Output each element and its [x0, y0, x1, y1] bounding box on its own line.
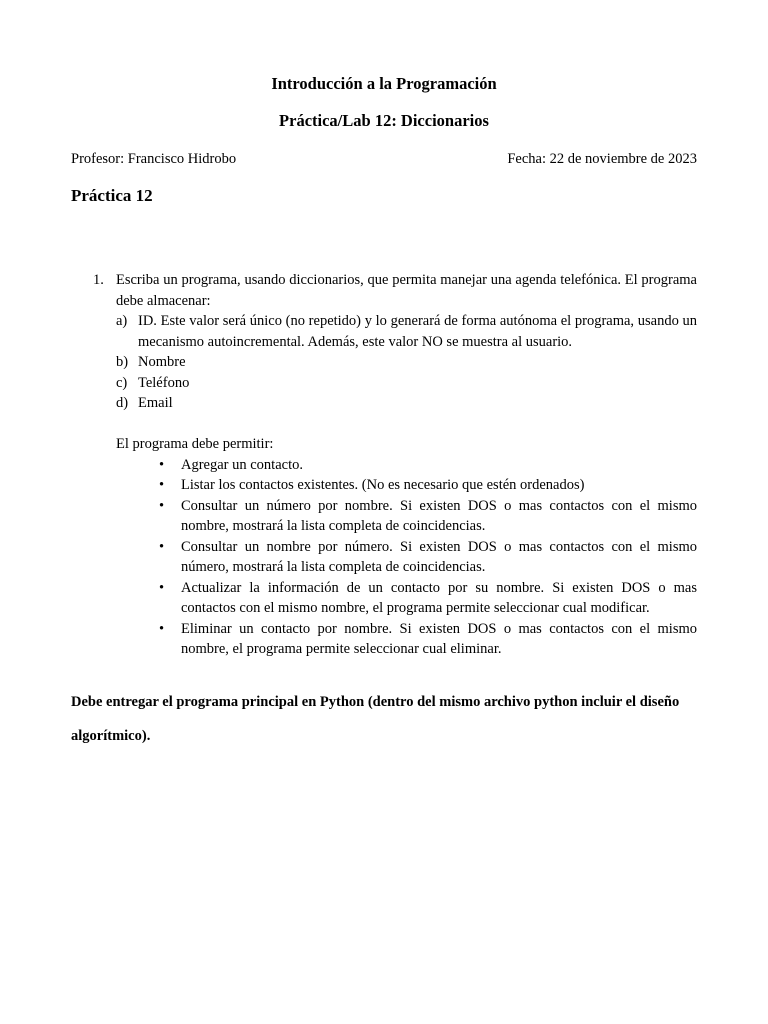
closing-note: Debe entregar el programa principal en Python (dentro del mismo archivo python incluir el diseño algorítmico).: [71, 694, 680, 744]
list-item-letter: d): [116, 395, 129, 411]
list-item-text: Agregar un contacto.: [181, 456, 303, 473]
list-item: [116, 373, 697, 394]
bullet-icon: •: [159, 620, 165, 637]
spacer: [71, 414, 697, 435]
field-list: [116, 311, 697, 414]
question-text: Escriba un programa, usando diccionarios, que permita manejar una agenda telefónica. El programa debe almacenar:: [116, 272, 697, 309]
bullet-icon: •: [159, 497, 165, 514]
question-block: [71, 270, 697, 660]
list-item: [159, 455, 697, 476]
meta-row: [71, 151, 697, 168]
list-item-text: Eliminar un contacto por nombre. Si existen DOS o mas contactos con el mismo nombre, el programa permite seleccionar cual eliminar.: [181, 620, 697, 657]
bullet-icon: •: [159, 456, 165, 473]
document-subtitle: Práctica/Lab 12: Diccionarios: [279, 111, 489, 130]
permit-intro: El programa debe permitir:: [116, 436, 274, 452]
list-item: [159, 475, 697, 496]
bullet-icon: •: [159, 579, 165, 596]
question-item: [71, 270, 697, 414]
list-item-letter: c): [116, 374, 128, 391]
list-item-text: Listar los contactos existentes. (No es necesario que estén ordenados): [181, 477, 585, 493]
bullet-icon: •: [159, 477, 165, 493]
list-item: [159, 578, 697, 619]
list-item-text: Actualizar la información de un contacto por su nombre. Si existen DOS o mas contactos con el mismo nombre, el programa permite seleccionar cual modificar.: [181, 579, 697, 616]
list-item-text: Consultar un número por nombre. Si existen DOS o mas contactos con el mismo nombre, mostrará la lista completa de coincidencias.: [181, 497, 697, 534]
feature-list: [159, 455, 697, 660]
list-item: [116, 352, 697, 373]
section-heading: Práctica 12: [71, 186, 153, 205]
question-number: 1.: [93, 272, 104, 288]
list-item-text: ID. Este valor será único (no repetido) y lo generará de forma autónoma el programa, usando un mecanismo autoincremental. Además, este valor NO se muestra al usuario.: [138, 313, 697, 350]
list-item-text: Email: [138, 395, 173, 411]
list-item-text: Consultar un nombre por número. Si existen DOS o mas contactos con el mismo número, mostrará la lista completa de coincidencias.: [181, 538, 697, 575]
list-item: [159, 496, 697, 537]
question-body: [116, 270, 697, 414]
date-label: Fecha: 22 de noviembre de 2023: [507, 151, 697, 167]
list-item-letter: a): [116, 313, 128, 329]
list-item: [159, 537, 697, 578]
list-item: [159, 619, 697, 660]
list-item: [116, 393, 697, 414]
list-item-text: Nombre: [138, 354, 186, 370]
list-item-text: Teléfono: [138, 374, 190, 391]
document-title: Introducción a la Programación: [271, 74, 497, 93]
professor-label: Profesor: Francisco Hidrobo: [71, 151, 237, 167]
list-item-letter: b): [116, 354, 129, 370]
list-item: [116, 311, 697, 352]
bullet-icon: •: [159, 538, 165, 555]
